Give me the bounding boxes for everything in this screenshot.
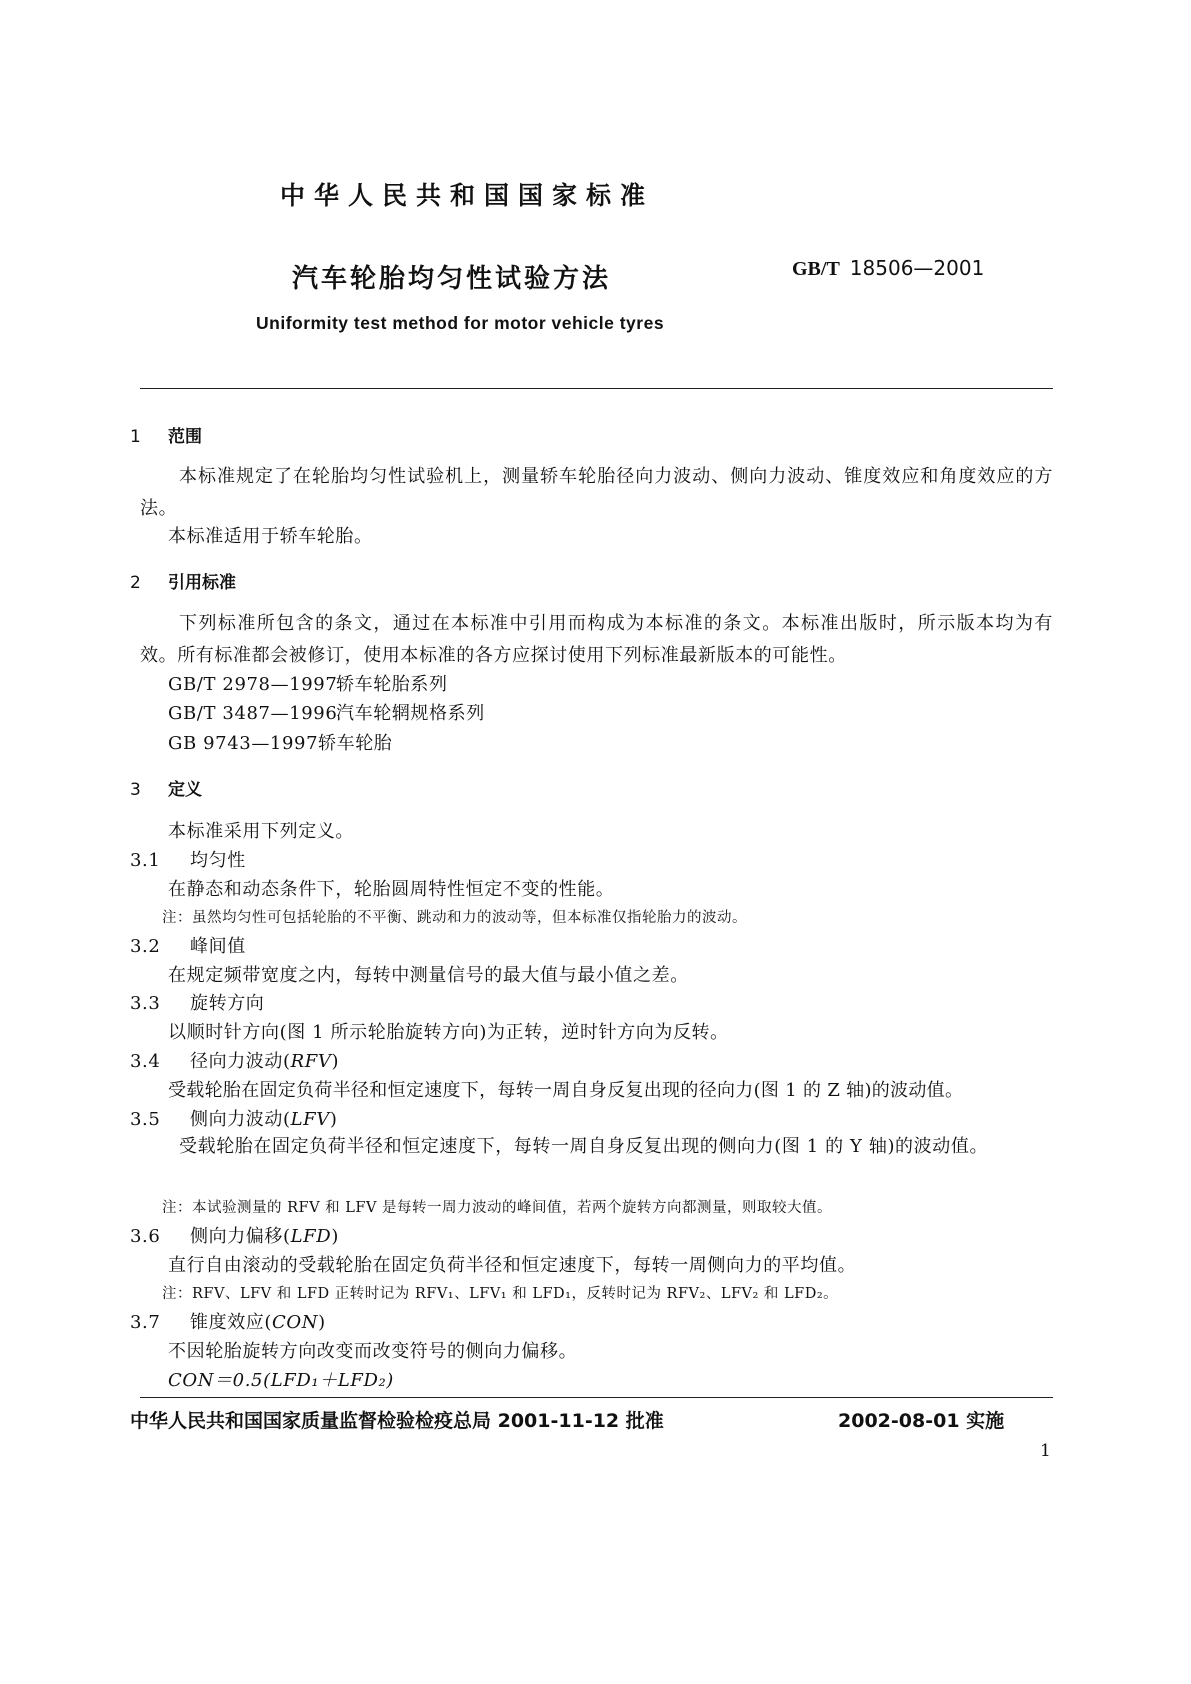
definition-note: 注：本试验测量的 RFV 和 LFV 是每转一周力波动的峰间值，若两个旋转方向都测量，则取较大值。	[162, 1200, 833, 1216]
definition-text: 直行自由滚动的受载轮胎在固定负荷半径和恒定速度下，每转一周侧向力的平均值。	[168, 1255, 857, 1276]
definition-term: 3.6 侧向力偏移(LFD)	[130, 1226, 339, 1247]
definition-note: 注：RFV、LFV 和 LFD 正转时记为 RFV₁、LFV₁ 和 LFD₁，反转时记为 RFV₂、LFV₂ 和 LFD₂。	[162, 1286, 839, 1302]
reference-item: GB/T 2978—1997轿车轮胎系列	[168, 674, 448, 695]
definition-text: 不因轮胎旋转方向改变而改变符号的侧向力偏移。	[168, 1341, 578, 1362]
formula: CON＝0.5(LFD₁＋LFD₂)	[168, 1370, 394, 1391]
definition-text: 以顺时针方向(图 1 所示轮胎旋转方向)为正转，逆时针方向为反转。	[168, 1022, 729, 1043]
definition-text: 在规定频带宽度之内，每转中测量信号的最大值与最小值之差。	[168, 965, 689, 986]
footer-divider	[140, 1397, 1053, 1398]
definition-text: 受载轮胎在固定负荷半径和恒定速度下，每转一周自身反复出现的侧向力(图 1 的 Y 轴)的波动值。	[179, 1136, 989, 1157]
scope-paragraph: 本标准规定了在轮胎均匀性试验机上，测量轿车轮胎径向力波动、侧向力波动、锥度效应和角度效应的方法。	[140, 466, 1053, 519]
definition-text: 受载轮胎在固定负荷半径和恒定速度下，每转一周自身反复出现的径向力(图 1 的 Z 轴)的波动值。	[168, 1080, 964, 1101]
implementation-date: 2002-08-01 实施	[838, 1410, 1005, 1432]
definition-text: 在静态和动态条件下，轮胎圆周特性恒定不变的性能。	[168, 879, 615, 900]
definition-term: 3.4 径向力波动(RFV)	[130, 1051, 340, 1072]
definition-term: 3.2 峰间值	[130, 936, 246, 957]
definition-term: 3.1 均匀性	[130, 850, 246, 871]
header-divider	[140, 388, 1053, 389]
standard-code: 18506—2001	[849, 256, 985, 280]
scope-applicability: 本标准适用于轿车轮胎。	[168, 526, 373, 547]
reference-item: GB 9743—1997轿车轮胎	[168, 733, 393, 754]
definition-term: 3.3 旋转方向	[130, 993, 265, 1014]
document-title: 汽车轮胎均匀性试验方法	[292, 264, 612, 294]
standard-number	[792, 256, 984, 281]
references-paragraph: 下列标准所包含的条文，通过在本标准中引用而构成为本标准的条文。本标准出版时，所示版本均为有效。所有标准都会被修订，使用本标准的各方应探讨使用下列标准最新版本的可能性。	[140, 613, 1053, 666]
approval-line: 中华人民共和国国家质量监督检验检疫总局 2001-11-12 批准	[130, 1410, 664, 1432]
definitions-intro: 本标准采用下列定义。	[168, 821, 354, 842]
section-heading-definitions: 3 定义	[130, 780, 202, 800]
standard-prefix: GB/T	[792, 258, 840, 280]
section-heading-references: 2 引用标准	[130, 573, 236, 593]
page-number: 1	[1040, 1441, 1051, 1461]
definition-term: 3.7 锥度效应(CON)	[130, 1312, 326, 1333]
definition-term: 3.5 侧向力波动(LFV)	[130, 1109, 338, 1130]
reference-item: GB/T 3487—1996汽车轮辋规格系列	[168, 703, 485, 724]
english-title: Uniformity test method for motor vehicle tyres	[256, 313, 665, 333]
definition-note: 注：虽然均匀性可包括轮胎的不平衡、跳动和力的波动等，但本标准仅指轮胎力的波动。	[162, 910, 747, 926]
country-standard-heading: 中华人民共和国国家标准	[280, 181, 655, 210]
section-heading-scope: 1 范围	[130, 427, 202, 447]
